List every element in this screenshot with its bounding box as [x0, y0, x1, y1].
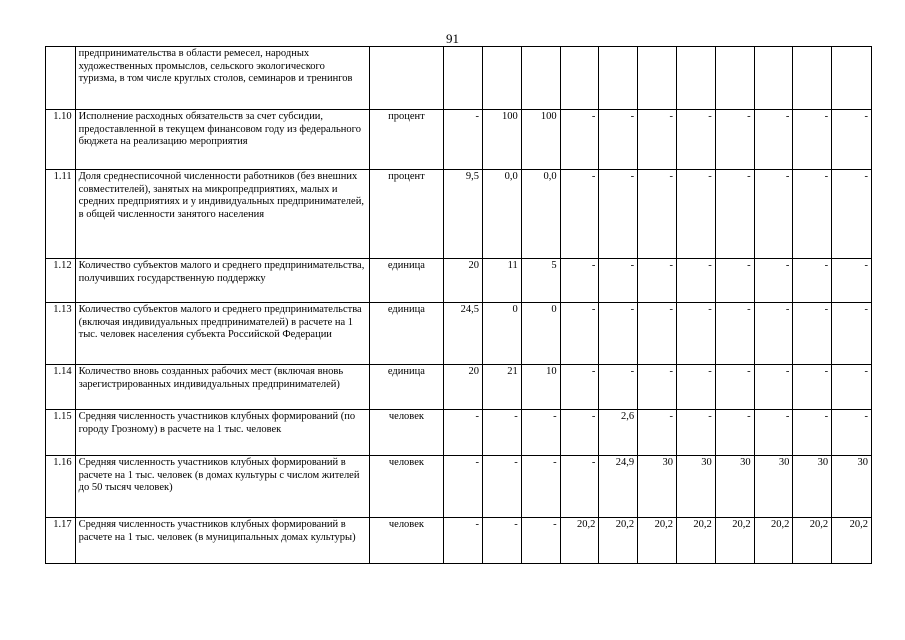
indicator-name: Исполнение расходных обязательств за счет субсидии, предоставленной в текущем финансовом году из федерального бюджета на реализацию мероприятия	[75, 110, 369, 170]
table-row	[46, 110, 872, 170]
value-cell: -	[638, 170, 677, 259]
table-row	[46, 259, 872, 303]
row-number: 1.11	[46, 170, 76, 259]
value-cell: 20	[444, 365, 483, 410]
value-cell	[676, 47, 715, 110]
indicator-name: Средняя численность участников клубных формирований в расчете на 1 тыс. человек (в муниципальных домах культуры)	[75, 518, 369, 564]
value-cell: 20,2	[715, 518, 754, 564]
value-cell: -	[832, 110, 872, 170]
value-cell: -	[832, 170, 872, 259]
value-cell: -	[444, 518, 483, 564]
value-cell: -	[793, 259, 832, 303]
table-row	[46, 456, 872, 518]
table-row	[46, 518, 872, 564]
value-cell: -	[444, 456, 483, 518]
row-number: 1.16	[46, 456, 76, 518]
value-cell: -	[832, 410, 872, 456]
value-cell: 9,5	[444, 170, 483, 259]
value-cell: 20,2	[676, 518, 715, 564]
value-cell: -	[638, 365, 677, 410]
value-cell: -	[638, 303, 677, 365]
value-cell: 0,0	[482, 170, 521, 259]
value-cell: 20,2	[638, 518, 677, 564]
value-cell: -	[832, 303, 872, 365]
value-cell: -	[444, 110, 483, 170]
value-cell: 30	[715, 456, 754, 518]
value-cell: 24,9	[599, 456, 638, 518]
unit-cell: человек	[369, 518, 444, 564]
value-cell	[715, 47, 754, 110]
value-cell: 20,2	[560, 518, 599, 564]
value-cell: 10	[521, 365, 560, 410]
value-cell: -	[676, 410, 715, 456]
value-cell: -	[599, 170, 638, 259]
value-cell: 5	[521, 259, 560, 303]
row-number: 1.10	[46, 110, 76, 170]
unit-cell: единица	[369, 365, 444, 410]
value-cell: -	[832, 365, 872, 410]
value-cell: -	[676, 110, 715, 170]
indicator-name: Средняя численность участников клубных формирований (по городу Грозному) в расчете на 1 тыс. человек	[75, 410, 369, 456]
value-cell: -	[482, 518, 521, 564]
table-row	[46, 303, 872, 365]
row-number: 1.15	[46, 410, 76, 456]
value-cell: -	[521, 518, 560, 564]
indicators-table	[45, 46, 872, 564]
value-cell: -	[793, 170, 832, 259]
value-cell	[793, 47, 832, 110]
value-cell: -	[560, 410, 599, 456]
value-cell: -	[715, 170, 754, 259]
value-cell: -	[793, 365, 832, 410]
indicator-name: Количество субъектов малого и среднего предпринимательства (включая индивидуальных предпринимателей) в расчете на 1 тыс. человек населения субъекта Российской Федерации	[75, 303, 369, 365]
value-cell: 11	[482, 259, 521, 303]
value-cell: -	[754, 110, 793, 170]
value-cell: -	[676, 365, 715, 410]
value-cell: 30	[832, 456, 872, 518]
value-cell: 100	[482, 110, 521, 170]
value-cell: -	[599, 259, 638, 303]
value-cell: -	[793, 110, 832, 170]
page-number: 91	[446, 31, 459, 46]
value-cell: -	[793, 303, 832, 365]
value-cell: -	[754, 365, 793, 410]
value-cell: -	[482, 410, 521, 456]
value-cell: 0	[482, 303, 521, 365]
value-cell: 30	[793, 456, 832, 518]
value-cell: 20,2	[832, 518, 872, 564]
value-cell	[521, 47, 560, 110]
value-cell: 0,0	[521, 170, 560, 259]
value-cell: -	[715, 365, 754, 410]
value-cell: -	[560, 170, 599, 259]
value-cell: 20,2	[754, 518, 793, 564]
table-row	[46, 410, 872, 456]
value-cell: -	[676, 259, 715, 303]
indicator-name: предпринимательства в области ремесел, народных художественных промыслов, сельского экологического туризма, в том числе круглых столов, семинаров и тренингов	[75, 47, 369, 110]
table-row	[46, 365, 872, 410]
indicator-name: Количество вновь созданных рабочих мест (включая вновь зарегистрированных индивидуальных предпринимателей)	[75, 365, 369, 410]
unit-cell: человек	[369, 456, 444, 518]
value-cell: -	[560, 456, 599, 518]
value-cell: -	[521, 410, 560, 456]
value-cell: -	[599, 110, 638, 170]
value-cell: 30	[638, 456, 677, 518]
value-cell	[482, 47, 521, 110]
value-cell: -	[444, 410, 483, 456]
value-cell: 0	[521, 303, 560, 365]
value-cell: -	[560, 110, 599, 170]
unit-cell: человек	[369, 410, 444, 456]
value-cell: -	[754, 170, 793, 259]
row-number	[46, 47, 76, 110]
unit-cell	[369, 47, 444, 110]
value-cell: -	[754, 259, 793, 303]
table-body	[46, 47, 872, 564]
value-cell: -	[754, 410, 793, 456]
value-cell: 20,2	[599, 518, 638, 564]
row-number: 1.14	[46, 365, 76, 410]
value-cell: -	[638, 259, 677, 303]
value-cell: -	[638, 410, 677, 456]
value-cell: -	[482, 456, 521, 518]
value-cell: 100	[521, 110, 560, 170]
value-cell: -	[521, 456, 560, 518]
value-cell: -	[754, 303, 793, 365]
value-cell: -	[832, 259, 872, 303]
value-cell	[560, 47, 599, 110]
value-cell: -	[715, 259, 754, 303]
value-cell: 2,6	[599, 410, 638, 456]
value-cell: -	[638, 110, 677, 170]
value-cell: 21	[482, 365, 521, 410]
row-number: 1.12	[46, 259, 76, 303]
indicator-name: Количество субъектов малого и среднего предпринимательства, получивших государственную поддержку	[75, 259, 369, 303]
value-cell: -	[715, 303, 754, 365]
value-cell: 30	[754, 456, 793, 518]
value-cell: -	[715, 410, 754, 456]
row-number: 1.17	[46, 518, 76, 564]
table-row	[46, 47, 872, 110]
value-cell: -	[676, 303, 715, 365]
value-cell: 20,2	[793, 518, 832, 564]
value-cell: -	[715, 110, 754, 170]
value-cell	[832, 47, 872, 110]
value-cell	[638, 47, 677, 110]
unit-cell: процент	[369, 110, 444, 170]
value-cell	[599, 47, 638, 110]
value-cell: 24,5	[444, 303, 483, 365]
value-cell	[444, 47, 483, 110]
value-cell: -	[676, 170, 715, 259]
table-row	[46, 170, 872, 259]
indicator-name: Доля среднесписочной численности работников (без внешних совместителей), занятых на микропредприятиях, малых и средних предприятиях и у индивидуальных предпринимателей, в общей численности занятого населения	[75, 170, 369, 259]
row-number: 1.13	[46, 303, 76, 365]
unit-cell: единица	[369, 259, 444, 303]
value-cell: -	[599, 365, 638, 410]
unit-cell: процент	[369, 170, 444, 259]
value-cell: -	[560, 303, 599, 365]
value-cell: -	[793, 410, 832, 456]
unit-cell: единица	[369, 303, 444, 365]
indicator-name: Средняя численность участников клубных формирований в расчете на 1 тыс. человек (в домах культуры с числом жителей до 50 тысяч человек)	[75, 456, 369, 518]
value-cell	[754, 47, 793, 110]
value-cell: 30	[676, 456, 715, 518]
value-cell: -	[599, 303, 638, 365]
value-cell: -	[560, 365, 599, 410]
value-cell: 20	[444, 259, 483, 303]
value-cell: -	[560, 259, 599, 303]
